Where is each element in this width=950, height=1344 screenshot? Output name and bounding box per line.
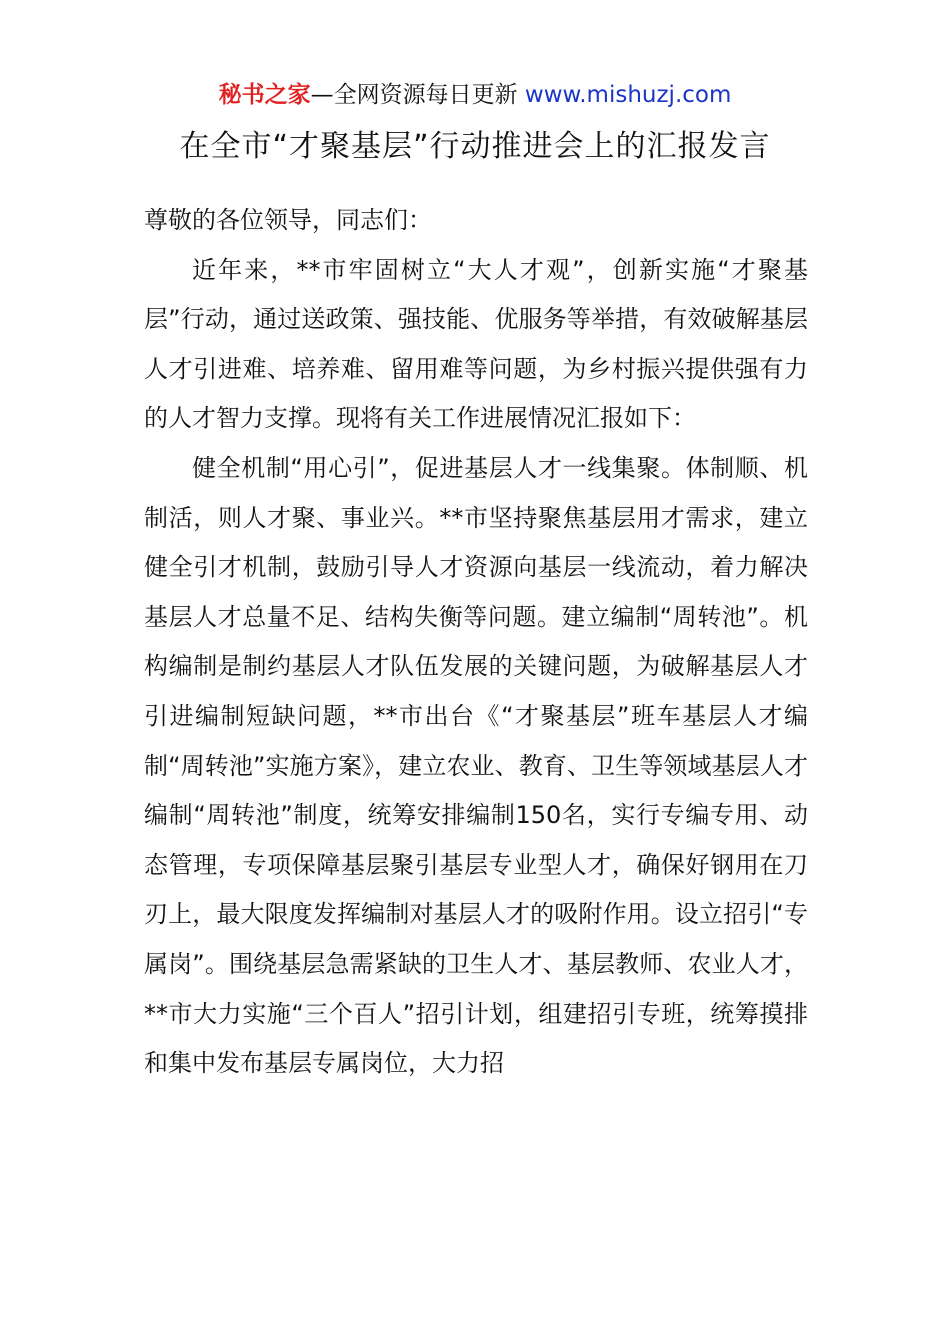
body-paragraph: 近年来，**市牢固树立“大人才观”，创新实施“才聚基层”行动，通过送政策、强技能、优服务等举措，有效破解基层人才引进难、培养难、留用难等问题，为乡村振兴提供强有力的人才智力支撑。现将有关工作进展情况汇报如下： (144, 255, 808, 433)
site-brand: 秘书之家 (218, 82, 311, 108)
site-slogan: —全网资源每日更新 (310, 82, 518, 108)
site-header (0, 78, 950, 112)
salutation: 尊敬的各位领导，同志们： (144, 206, 432, 234)
site-url-link[interactable]: www.mishuzj.com (524, 82, 732, 108)
body-paragraph: 健全机制“用心引”，促进基层人才一线集聚。体制顺、机制活，则人才聚、事业兴。**市坚持聚焦基层用才需求，建立健全引才机制，鼓励引导人才资源向基层一线流动，着力解决基层人才总量不足、结构失衡等问题。建立编制“周转池”。机构编制是制约基层人才队伍发展的关键问题，为破解基层人才引进编制短缺问题，**市出台《“才聚基层”班车基层人才编制“周转池”实施方案》，建立农业、教育、卫生等领域基层人才编制“周转池”制度，统筹安排编制150名，实行专编专用、动态管理，专项保障基层聚引基层专业型人才，确保好钢用在刀刃上，最大限度发挥编制对基层人才的吸附作用。设立招引“专属岗”。围绕基层急需紧缺的卫生人才、基层教师、农业人才，**市大力实施“三个百人”招引计划，组建招引专班，统筹摸排和集中发布基层专属岗位，大力招 (144, 453, 808, 1078)
document-title: 在全市“才聚基层”行动推进会上的汇报发言 (179, 129, 771, 164)
document-body (144, 196, 808, 1089)
